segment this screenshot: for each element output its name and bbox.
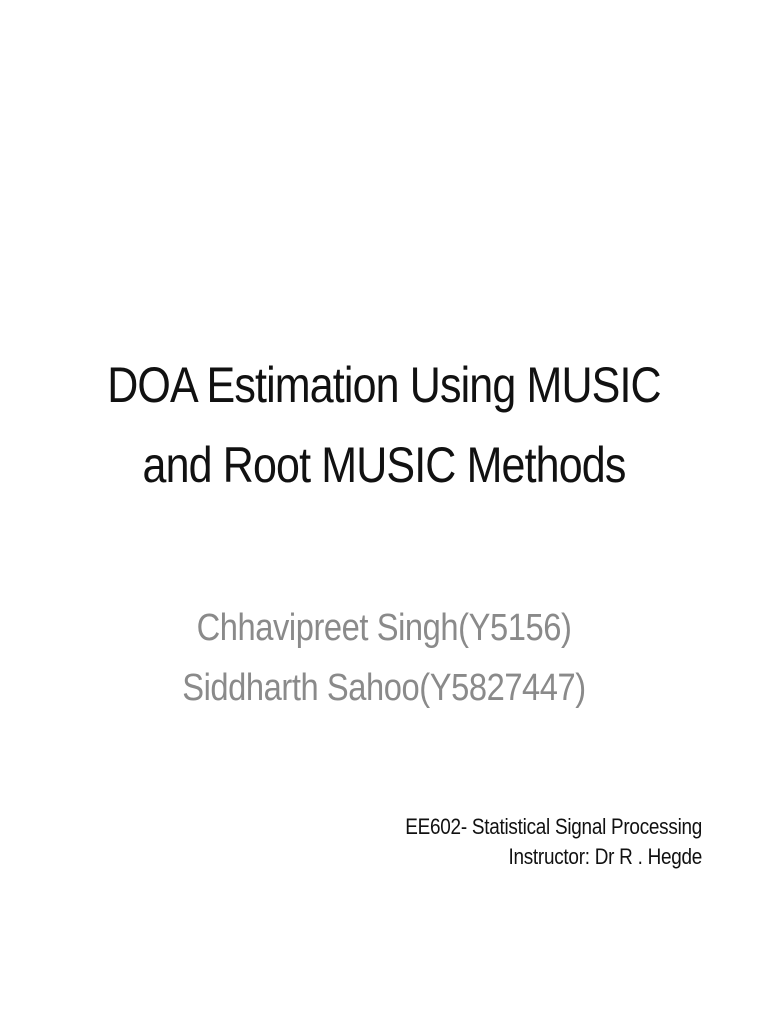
course-name: EE602- Statistical Signal Processing xyxy=(405,814,702,839)
slide-subtitle-authors xyxy=(0,598,768,718)
course-info xyxy=(357,812,702,872)
instructor-name: Instructor: Dr R . Hegde xyxy=(508,844,702,869)
author-2: Siddharth Sahoo(Y5827447) xyxy=(182,667,586,709)
author-1: Chhavipreet Singh(Y5156) xyxy=(196,607,572,649)
title-line-2: and Root MUSIC Methods xyxy=(142,437,626,493)
slide-title xyxy=(0,345,768,505)
title-line-1: DOA Estimation Using MUSIC xyxy=(107,357,661,413)
